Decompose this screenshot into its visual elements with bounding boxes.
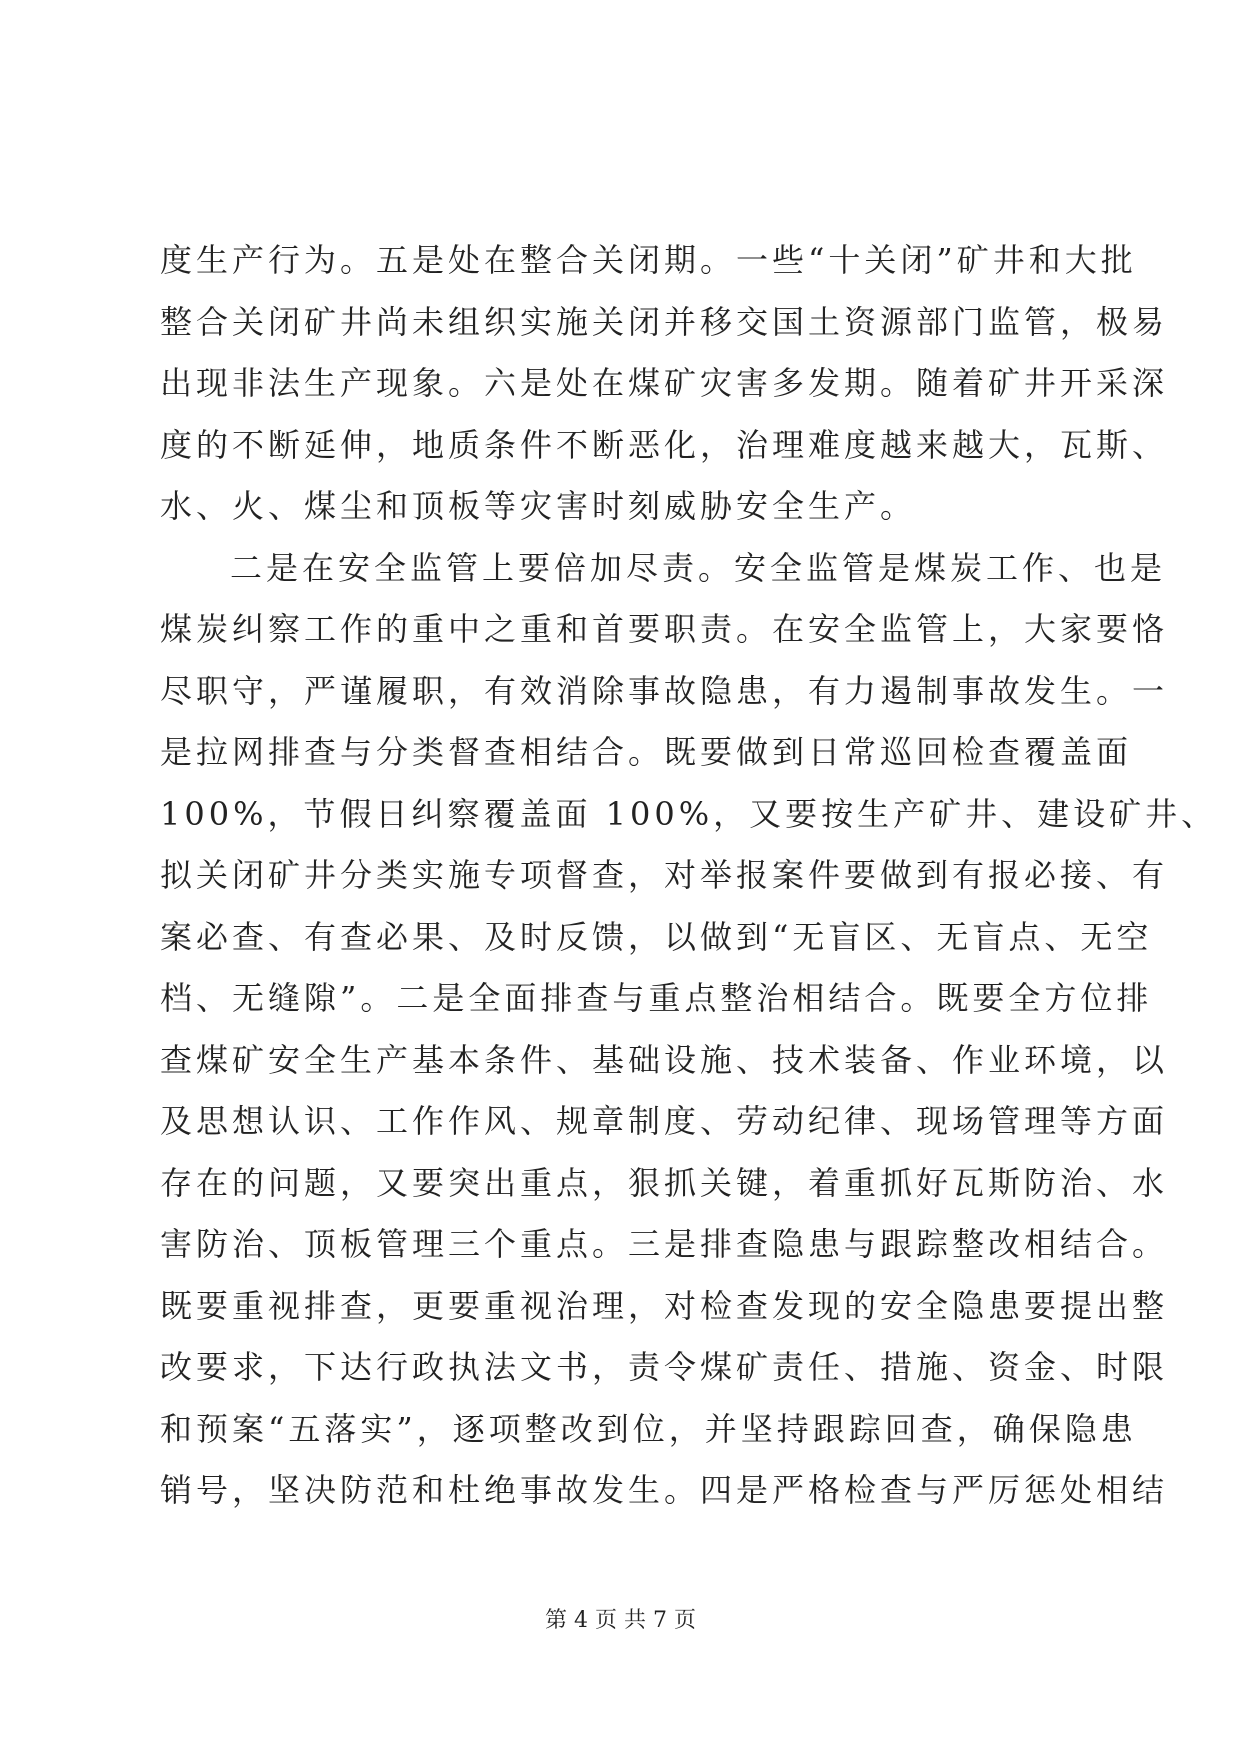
text-line: 是拉网排查与分类督查相结合。既要做到日常巡回检查覆盖面 xyxy=(160,733,1133,771)
text-line: 度生产行为。五是处在整合关闭期。一些“十关闭”矿井和大批 xyxy=(160,241,1137,279)
text-line: 改要求，下达行政执法文书，责令煤矿责任、措施、资金、时限 xyxy=(160,1348,1169,1386)
text-line: 查煤矿安全生产基本条件、基础设施、技术装备、作业环境，以 xyxy=(160,1040,1169,1079)
paragraph-first-line: 二是在安全监管上要倍加尽责。安全监管是煤炭工作、也是 xyxy=(230,548,1167,587)
text-line: 销号，坚决防范和杜绝事故发生。四是严格检查与严厉惩处相结 xyxy=(160,1471,1169,1509)
text-line: 出现非法生产现象。六是处在煤矿灾害多发期。随着矿井开采深 xyxy=(160,364,1169,402)
text-line: 存在的问题，又要突出重点，狠抓关键，着重抓好瓦斯防治、水 xyxy=(160,1163,1169,1202)
text-line: 整合关闭矿井尚未组织实施关闭并移交国土资源部门监管，极易 xyxy=(160,302,1169,341)
text-line: 既要重视排查，更要重视治理，对检查发现的安全隐患要提出整 xyxy=(160,1286,1169,1325)
page-number-footer: 第 4 页 共 7 页 xyxy=(545,1608,696,1633)
body-text xyxy=(160,230,1218,1522)
text-line: 拟关闭矿井分类实施专项督查，对举报案件要做到有报必接、有 xyxy=(160,856,1169,894)
text-line: 水、火、煤尘和顶板等灾害时刻威胁安全生产。 xyxy=(160,487,917,525)
text-line: 害防治、顶板管理三个重点。三是排查隐患与跟踪整改相结合。 xyxy=(160,1225,1169,1263)
text-line: 度的不断延伸，地质条件不断恶化，治理难度越来越大，瓦斯、 xyxy=(160,425,1169,464)
text-line: 100%，节假日纠察覆盖面 100%，又要按生产矿井、建设矿井、 xyxy=(160,794,1218,833)
text-line: 煤炭纠察工作的重中之重和首要职责。在安全监管上，大家要恪 xyxy=(160,610,1169,648)
text-line: 和预案“五落实”，逐项整改到位，并坚持跟踪回查，确保隐患 xyxy=(160,1409,1137,1448)
text-line: 案必查、有查必果、及时反馈，以做到“无盲区、无盲点、无空 xyxy=(160,917,1153,956)
text-line: 及思想认识、工作作风、规章制度、劳动纪律、现场管理等方面 xyxy=(160,1102,1169,1140)
text-line: 尽职守，严谨履职，有效消除事故隐患，有力遏制事故发生。一 xyxy=(160,671,1169,710)
text-line: 档、无缝隙”。二是全面排查与重点整治相结合。既要全方位排 xyxy=(160,979,1153,1017)
